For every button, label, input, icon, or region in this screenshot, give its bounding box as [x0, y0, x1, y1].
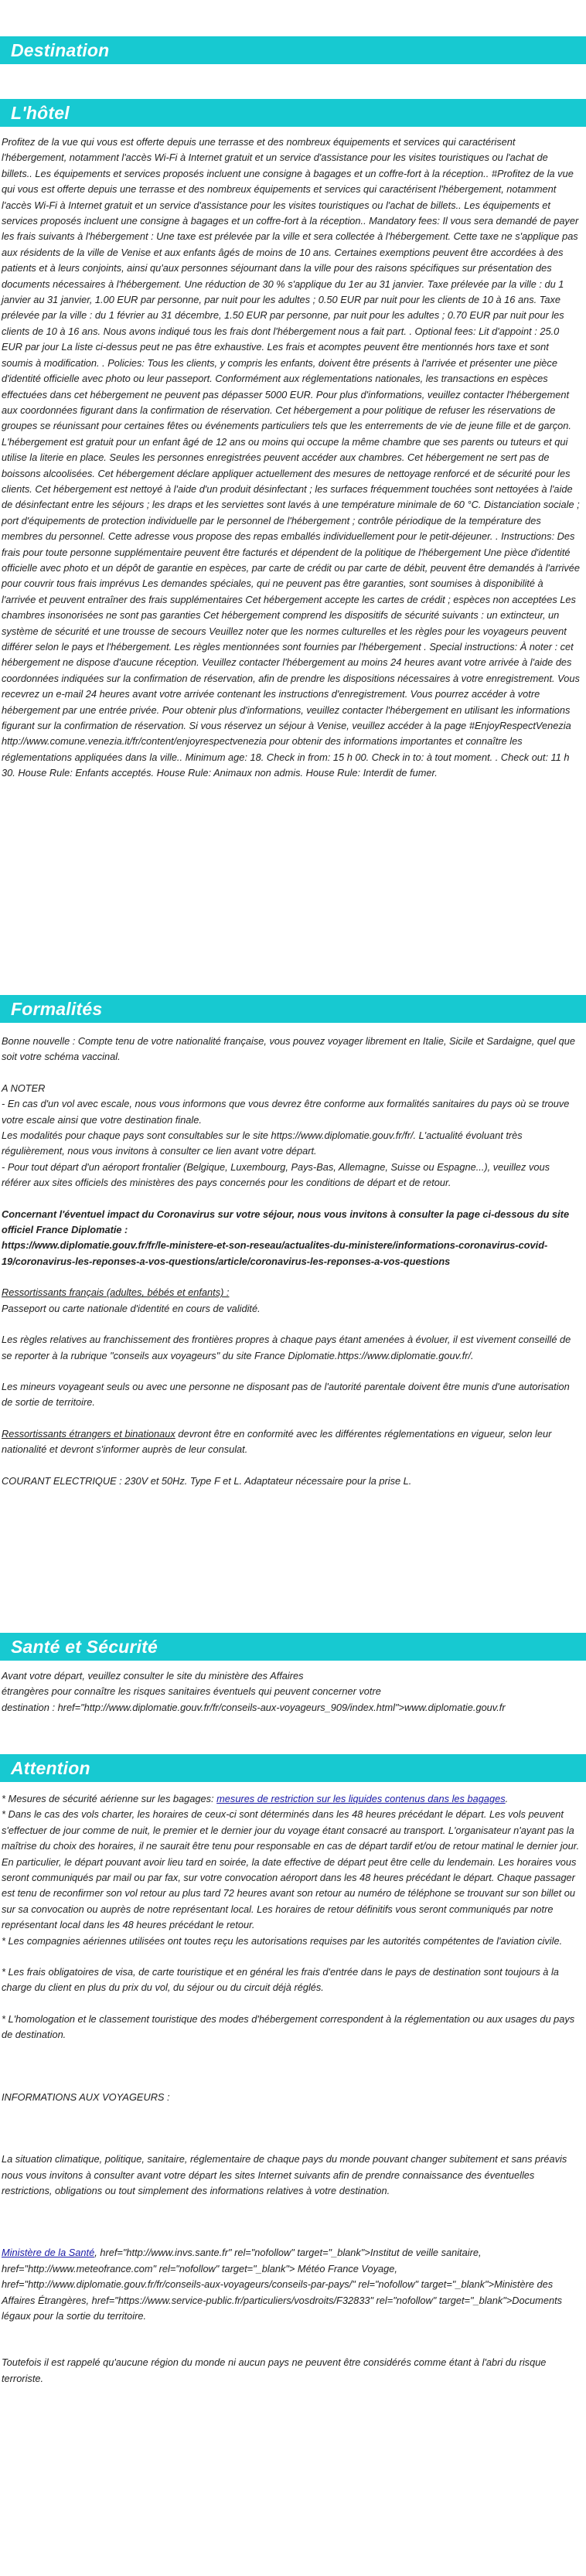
- section-title-sante: Santé et Sécurité: [11, 1637, 158, 1657]
- formalites-minors: Les mineurs voyageant seuls ou avec une personne ne disposant pas de l'autorité parentale doivent être munis d'une autorisation de sortie de territoire.: [2, 1380, 570, 1409]
- section-header-destination: [0, 36, 586, 64]
- section-header-attention: [0, 1754, 586, 1782]
- attention-useful-links: [2, 2245, 580, 2324]
- foreign-nationals-heading: Ressortissants étrangers et binationaux: [2, 1427, 175, 1440]
- attention-terrorism: Toutefois il est rappelé qu'aucune région du monde ni aucun pays ne peuvent être considérés comme étant à l'abri du risque terroriste.: [2, 2356, 547, 2384]
- attention-content: [2, 1791, 580, 2387]
- hotel-description-text: Profitez de la vue qui vous est offerte depuis une terrasse et des nombreux équipements et services qui caractérisent l'hébergement, notamment l'accès Wi-Fi à Internet gratuit et un service d'assistance pour les visites touristiques ou l'achat de billets.. Les équipements et services proposés incluent une consigne à bagages et un coffre-fort à la réception.. #Profitez de la vue qui vous est offerte depuis une terrasse et des nombreux équipements et services qui caractérisent l'hébergement, notamment l'accès Wi-Fi à Internet gratuit et un service d'assistance pour les visites touristiques ou l'achat de billets.. Les équipements et services proposés incluent une consigne à bagages et un coffre-fort à la réception.. Mandatory fees: Il vous sera demandé de payer les frais suivants à l'hébergement : Une taxe est prélevée par la ville et sera collectée à l'hébergement. Cette taxe ne s'applique pas aux résidents de la ville de Venise et aux enfants âgés de moins de 10 ans. Certaines exemptions peuvent être accordées à des patients et à leurs conjoints, ainsi qu'aux personnes séjournant dans la ville pour des raisons spécifiques sur présentation des documents nécessaires à l'hébergement. Une réduction de 30 % s'applique du 1er au 31 janvier. Taxe prélevée par la ville : du 1 janvier au 31 janvier, 1.00 EUR par personne, par nuit pour les adultes ; 0.50 EUR par nuit pour les clients de 10 à 16 ans. Taxe prélevée par la ville : du 1 février au 31 décembre, 1.50 EUR par personne, par nuit pour les adultes ; 0.70 EUR par nuit pour les clients de 10 à 16 ans. Nous avons indiqué tous les frais dont l'hébergement nous a fait part. . Optional fees: Lit d'appoint : 25.0 EUR par jour La liste ci-dessus peut ne pas être exhaustive. Les frais et acomptes peuvent être mentionnés hors taxe et sont soumis à modification. . Policies: Tous les clients, y compris les enfants, doivent être présents à l'arrivée et présenter une pièce d'identité officielle avec photo ou leur passeport. Conformément aux réglementations nationales, les transactions en espèces effectuées dans cet hébergement ne peuvent pas dépasser 5000 EUR. Pour plus d'informations, veuillez contacter l'hébergement aux coordonnées figurant dans la confirmation de réservation. Cet hébergement a pour politique de refuser les réservations de groupes se réunissant pour certaines fêtes ou événements particuliers tels que les enterrements de vie de jeune fille et de garçon. L'hébergement est gratuit pour un enfant âgé de 12 ans ou moins qui occupe la même chambre que ses parents ou tuteurs et qui utilise la literie en place. Seules les personnes enregistrées peuvent accéder aux chambres. Cet hébergement ne sert pas de boissons alcoolisées. Cet hébergement déclare appliquer actuellement des mesures de nettoyage renforcé et de sécurité pour les clients. Cet hébergement est nettoyé à l'aide d'un produit désinfectant ; les surfaces fréquemment touchées sont nettoyées à l'aide de désinfectant entre les séjours ; les draps et les serviettes sont lavés à une température minimale de 60 °C. Distanciation sociale ; port d'équipements de protection individuelle par le personnel de l'hébergement ; contrôle périodique de la température des membres du personnel. Cette adresse vous propose des repas emballés individuellement pour le petit-déjeuner. . Instructions: Des frais pour toute personne supplémentaire peuvent être facturés et dépendent de la politique de l'hébergement Une pièce d'identité officielle avec photo et un dépôt de garantie en espèces, par carte de crédit ou par carte de débit, peuvent être demandés à l'arrivée pour couvrir tous frais imprévus Les demandes spéciales, qui ne peuvent pas être garanties, sont soumises à disponibilité à l'arrivée et peuvent entraîner des frais supplémentaires Cet hébergement accepte les cartes de crédit ; espèces non acceptées Les chambres insonorisées ne sont pas garanties Cet hébergement comprend les dispositifs de sécurité suivants : un extincteur, un système de sécurité et une trousse de secours Veuillez noter que les normes culturelles et les règles pour les voyageurs peuvent différer selon le pays et l'hébergement. Les règles mentionnées sont fournies par l'hébergement . Special instructions: À noter : cet hébergement ne dispose d'aucune réception. Veuillez contacter l'hébergement au moins 24 heures avant votre arrivée à l'aide des coordonnées indiquées sur la confirmation de réservation, afin de prendre les dispositions nécessaires à votre enregistrement. Vous recevrez un e-mail 24 heures avant votre arrivée contenant les instructions d'enregistrement. Vous pourrez accéder à votre hébergement par une entrée privée. Pour obtenir plus d'informations, veuillez contacter l'hébergement en utilisant les informations figurant sur la confirmation de réservation. Si vous réservez un séjour à Venise, veuillez accéder à la page #EnjoyRespectVenezia http://www.comune.venezia.it/fr/content/enjoyrespectvenezia pour obtenir des informations importantes et connaître les réglementations appliquées dans la ville.. Minimum age: 18. Check in from: 15 h 00. Check in to: à tout moment. . Check out: 11 h 30. House Rule: Enfants acceptés. House Rule: Animaux non admis. House Rule: Interdit de fumer.: [2, 136, 580, 779]
- hotel-description: [2, 135, 580, 782]
- luggage-prefix: * Mesures de sécurité aérienne sur les bagages:: [2, 1793, 217, 1804]
- foreign-nationals-body: devront être en conformité avec les différentes réglementations en vigueur, selon leur nationalité et devront s'informer auprès de leur consulat.: [2, 1427, 552, 1456]
- sante-text: Avant votre départ, veuillez consulter le site du ministère des Affaires étrangères pour connaître les risques sanitaires éventuels qui peuvent concerner votre destination : href="http://www.diplomatie.gouv.fr/fr/conseils-aux-voyageurs_909/index.html">www.diplomatie.gouv.fr: [2, 1670, 506, 1713]
- section-title-destination: Destination: [11, 40, 110, 60]
- attention-homologation: * L'homologation et le classement touristique des modes d'hébergement correspondent à la réglementation ou aux usages du pays de destination.: [2, 2012, 575, 2041]
- formalites-electricity: COURANT ELECTRIQUE : 230V et 50Hz. Type F et L. Adaptateur nécessaire pour la prise L.: [2, 1474, 412, 1487]
- attention-luggage: [2, 1791, 580, 1807]
- liquids-restriction-link[interactable]: mesures de restriction sur les liquides contenus dans les bagages: [216, 1793, 506, 1804]
- section-header-hotel: [0, 99, 586, 127]
- attention-climate-politics: La situation climatique, politique, sanitaire, réglementaire de chaque pays du monde pouvant changer subitement et sans préavis nous vous invitons à consulter avant votre départ les sites Internet suivants afin de prendre connaissance des éventuelles restrictions, obligations ou tout simplement des informations relatives à votre destination.: [2, 2153, 567, 2196]
- formalites-foreign-nationals: [2, 1426, 580, 1458]
- ministere-sante-link[interactable]: Ministère de la Santé: [2, 2247, 95, 2259]
- section-header-sante: [0, 1633, 586, 1661]
- formalites-coronavirus-notice: Concernant l'éventuel impact du Coronavirus sur votre séjour, nous vous invitons à consulter la page ci-dessous du site officiel France Diplomatie : https://www.diplomatie.gouv.fr/fr/le-ministere-et-son-reseau/actualites-du-ministere/informations-coronavirus-covid-19/coronavirus-les-reponses-a-vos-questions/article/coronavirus-les-reponses-a-vos-questions: [2, 1208, 570, 1267]
- section-title-attention: Attention: [11, 1758, 90, 1778]
- formalites-vaccination-note: Bonne nouvelle : Compte tenu de votre nationalité française, vous pouvez voyager librement en Italie, Sicile et Sardaigne, quel que soit votre schéma vaccinal.: [2, 1035, 575, 1063]
- formalites-a-noter: A NOTER - En cas d'un vol avec escale, nous vous informons que vous devrez être conforme aux formalités sanitaires du pays où se trouve votre escale ainsi que votre destination finale. Les modalités pour chaque pays sont consultables sur le site https://www.diplomatie.gouv.fr/fr/. L'actualité évoluant très régulièrement, nous vous invitons à consulter ce lien avant votre départ. - Pour tout départ d'un aéroport frontalier (Belgique, Luxembourg, Pays-Bas, Allemagne, Suisse ou Espagne...), veuillez vous référer aux sites officiels des ministères des pays concernés pour les conditions de départ et de retour.: [2, 1082, 570, 1189]
- formalites-content: [2, 1034, 580, 1489]
- section-header-formalites: [0, 995, 586, 1023]
- section-title-formalites: Formalités: [11, 999, 103, 1019]
- luggage-suffix: .: [505, 1793, 509, 1804]
- french-nationals-heading: Ressortissants français (adultes, bébés et enfants) :: [2, 1286, 230, 1299]
- french-nationals-documents: Passeport ou carte nationale d'identité en cours de validité.: [2, 1302, 261, 1314]
- attention-info-voyageurs-heading: INFORMATIONS AUX VOYAGEURS :: [2, 2090, 170, 2103]
- formalites-border-rules: Les règles relatives au franchissement des frontières propres à chaque pays étant amenées à évoluer, il est vivement conseillé de se reporter à la rubrique "conseils aux voyageurs" du site France Diplomatie.https://www.diplomatie.gouv.fr/.: [2, 1334, 571, 1361]
- sante-content: [2, 1668, 580, 1716]
- section-title-hotel: L'hôtel: [11, 103, 70, 123]
- attention-charter-flights: * Dans le cas des vols charter, les horaires de ceux-ci sont déterminés dans les 48 heures précédant le départ. Les vols peuvent s'effectuer de jour comme de nuit, le premier et le dernier jour du voyage étant consacré au transport. L'organisateur n'ayant pas la maîtrise du choix des horaires, il ne saurait être tenu pour responsable en cas de départ tardif et/ou de retour matinal le dernier jour. En particulier, le départ pouvant avoir lieu tard en soirée, la date effective de départ peut être celle du lendemain. Les horaires vous seront communiqués par mail ou par fax, sur votre convocation aéroport dans les 48 heures précédant le départ. Chaque passager est tenu de reconfirmer son vol retour au plus tard 72 heures avant son retour au numéro de téléphone se trouvant sur son billet ou sur sa convocation ou auprès de notre représentant local. Les horaires de retour définitifs vous seront communiqués par notre représentant local dans les 48 heures précédant le retour. * Les compagnies aériennes utilisées ont toutes reçu les autorisations requises par les autorités compétentes de l'aviation civile.: [2, 1808, 580, 1947]
- attention-visa-fees: * Les frais obligatoires de visa, de carte touristique et en général les frais d'entrée dans le pays de destination sont toujours à la charge du client en plus du prix du vol, du séjour ou du circuit déjà réglés.: [2, 1966, 559, 1994]
- formalites-french-nationals: [2, 1285, 580, 1317]
- useful-links-rest: , href="http://www.invs.sante.fr" rel="nofollow" target="_blank">Institut de veille sanitaire, href="http://www.meteofrance.com" rel="nofollow" target="_blank"> Météo France Voyage, href="http://www.diplomatie.gouv.fr/fr/conseils-aux-voyageurs/conseils-par-pays/" rel="nofollow" target="_blank">Ministère des Affaires Étrangères, href="https://www.service-public.fr/particuliers/vosdroits/F32833" rel="nofollow" target="_blank">Documents légaux pour la sortie du territoire.: [2, 2247, 563, 2322]
